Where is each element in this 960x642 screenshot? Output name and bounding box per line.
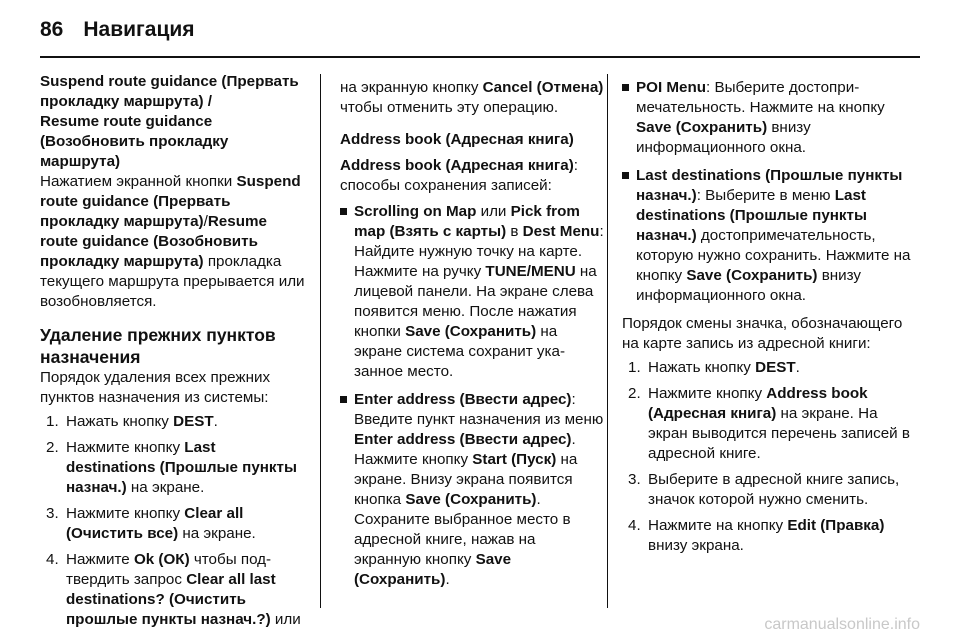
text: или xyxy=(476,203,511,220)
step-number: 1. xyxy=(46,413,59,430)
step-number: 3. xyxy=(628,471,641,488)
bold-text: POI Menu xyxy=(636,79,707,96)
bold-text: Enter address (Ввести адрес) xyxy=(354,431,572,448)
step-number: 3. xyxy=(46,505,59,522)
step-number: 2. xyxy=(46,439,59,456)
list-item xyxy=(622,166,918,306)
text: на экране. xyxy=(178,525,256,542)
steps-list xyxy=(622,358,918,556)
square-bullet-icon xyxy=(340,396,347,403)
text: : Выберите в меню xyxy=(696,187,835,204)
text: Нажмите кнопку xyxy=(66,505,185,522)
text: Нажмите xyxy=(66,551,134,568)
bold-text: Cancel (Отмена) xyxy=(482,79,604,96)
step-number: 4. xyxy=(46,551,59,568)
bullet-list xyxy=(340,202,605,590)
text: . xyxy=(445,571,450,588)
page-number: 86 xyxy=(40,18,64,41)
bold-text: Save (Сохранить) xyxy=(636,119,768,136)
text: на лицевой панели. На экране слева появится меню. После нажатия кнопки xyxy=(354,263,597,340)
bold-text: Save (Сохранить) xyxy=(405,491,537,508)
bold-text: Address book (Адресная книга) xyxy=(340,157,574,174)
text: Нажмите кнопку xyxy=(66,439,185,456)
subheading-address-book xyxy=(340,130,605,150)
bold-text: Edit (Правка) xyxy=(787,517,885,534)
text: . xyxy=(795,359,800,376)
intro-text: Порядок удаления всех прежних пунктов назначения из системы: xyxy=(40,369,271,406)
list-item xyxy=(622,78,918,158)
bold-text: Last destinations (Прошлые пункты назнач.) xyxy=(636,167,903,204)
header-rule xyxy=(40,56,920,58)
step-number: 2. xyxy=(628,385,641,402)
text: чтобы подтвердить запрос xyxy=(66,551,272,588)
text: Нажмите кнопку xyxy=(648,385,767,402)
square-bullet-icon xyxy=(622,84,629,91)
square-bullet-icon xyxy=(622,172,629,179)
text: / xyxy=(203,213,208,230)
text: Нажать кнопку xyxy=(66,413,174,430)
column-divider xyxy=(607,74,608,608)
text: внизу экрана. xyxy=(648,537,744,554)
bold-text: Pick from map (Взять с карты) xyxy=(354,203,580,240)
column-1 xyxy=(40,72,305,636)
bold-text: Start (Пуск) xyxy=(472,451,557,468)
column-divider xyxy=(320,74,321,608)
bold-text: Suspend route guidance (Прервать прокладку маршрута) xyxy=(40,173,301,230)
column-2 xyxy=(340,78,605,598)
bold-text: Resume route guidance (Возобновить прокладку маршрута) xyxy=(40,113,229,170)
bold-text: Suspend route guidance (Прервать прокладку маршрута) / xyxy=(40,73,299,110)
intro-text: Порядок смены значка, обозначающего на карте запись из адресной книги: xyxy=(622,315,903,352)
bold-text: Save (Сохранить) xyxy=(354,551,512,588)
text: или xyxy=(270,611,301,628)
section-heading: Удаление прежних пунктов назначения xyxy=(40,325,276,367)
text: : Найдите нужную точку на карте. Нажмите на ручку xyxy=(354,223,604,280)
square-bullet-icon xyxy=(340,208,347,215)
list-item xyxy=(40,504,305,544)
text: на экранную кнопку xyxy=(340,79,483,96)
bold-text: Address book (Адресная книга) xyxy=(648,385,868,422)
list-item xyxy=(340,390,605,590)
bullet-list xyxy=(622,78,918,306)
list-item xyxy=(622,358,918,378)
bold-text: TUNE/MENU xyxy=(485,263,576,280)
list-item xyxy=(340,202,605,382)
text: Нажать кнопку xyxy=(648,359,756,376)
step-number: 4. xyxy=(628,517,641,534)
text: достопримечательность, которую нужно сохранить. Нажмите на кнопку xyxy=(636,227,911,284)
section-title: Навигация xyxy=(83,18,195,41)
steps-list xyxy=(40,412,305,630)
intro-text xyxy=(340,156,605,196)
bold-text: Last destinations (Прошлые пункты назнач.) xyxy=(636,187,867,244)
bold-text: Last destinations (Прошлые пункты назнач.) xyxy=(66,439,297,496)
bold-text: Clear all last destinations? (Очистить прошлые пункты назнач.?) xyxy=(66,571,276,628)
text: : способы сохранения записей: xyxy=(340,157,579,194)
text: чтобы отменить эту операцию. xyxy=(340,99,559,116)
text: Выберите в адресной книге запись, значок которой нужно сменить. xyxy=(648,471,900,508)
text: . Нажмите кнопку xyxy=(354,431,576,468)
text: . xyxy=(213,413,218,430)
bold-text: Save (Сохранить) xyxy=(405,323,537,340)
list-item xyxy=(622,516,918,556)
text: прокладка текущего маршрута прерывается или возобновляется. xyxy=(40,253,305,310)
text: на экране. На экран выводится перечень записей в адресной книге. xyxy=(648,405,910,462)
list-item xyxy=(622,384,918,464)
bold-text: Scrolling on Map xyxy=(354,203,477,220)
text: . Сохраните выбранное место в адресной книге, нажав на экранную кнопку xyxy=(354,491,571,568)
bold-text: Enter address (Ввести адрес) xyxy=(354,391,572,408)
bold-text: DEST xyxy=(173,413,214,430)
bold-text: Clear all (Очистить все) xyxy=(66,505,244,542)
text: : Выберите достопримечательность. Нажмите на кнопку xyxy=(636,79,885,116)
subheading-suspend-resume xyxy=(40,72,305,172)
bold-text: Dest Menu xyxy=(522,223,600,240)
text: внизу информационного окна. xyxy=(636,119,811,156)
bold-text: Resume route guidance (Возобновить прокладку маршрута) xyxy=(40,213,267,270)
list-item xyxy=(40,412,305,432)
step-number: 1. xyxy=(628,359,641,376)
text: на экране система сохранит указанное место. xyxy=(354,323,566,380)
bold-text: Address book (Адресная книга) xyxy=(340,131,574,148)
paragraph xyxy=(40,172,305,312)
bold-text: Save (Сохранить) xyxy=(686,267,818,284)
column-3 xyxy=(622,78,918,562)
text: Нажмите на кнопку xyxy=(648,517,788,534)
bold-text: DEST xyxy=(755,359,796,376)
text: на экране. xyxy=(126,479,205,496)
text: : Введите пункт назначения из меню xyxy=(354,391,604,428)
list-item xyxy=(40,550,305,630)
paragraph xyxy=(340,78,605,118)
text: на экране. Внизу экрана появится кнопка xyxy=(354,451,578,508)
list-item xyxy=(40,438,305,498)
page-header xyxy=(40,18,195,46)
text: в xyxy=(506,223,523,240)
text: Нажатием экранной кнопки xyxy=(40,173,237,190)
bold-text: Ok (ОК) xyxy=(133,551,190,568)
text: внизу информационного окна. xyxy=(636,267,862,304)
watermark: carmanualsonline.info xyxy=(764,616,920,633)
list-item xyxy=(622,470,918,510)
